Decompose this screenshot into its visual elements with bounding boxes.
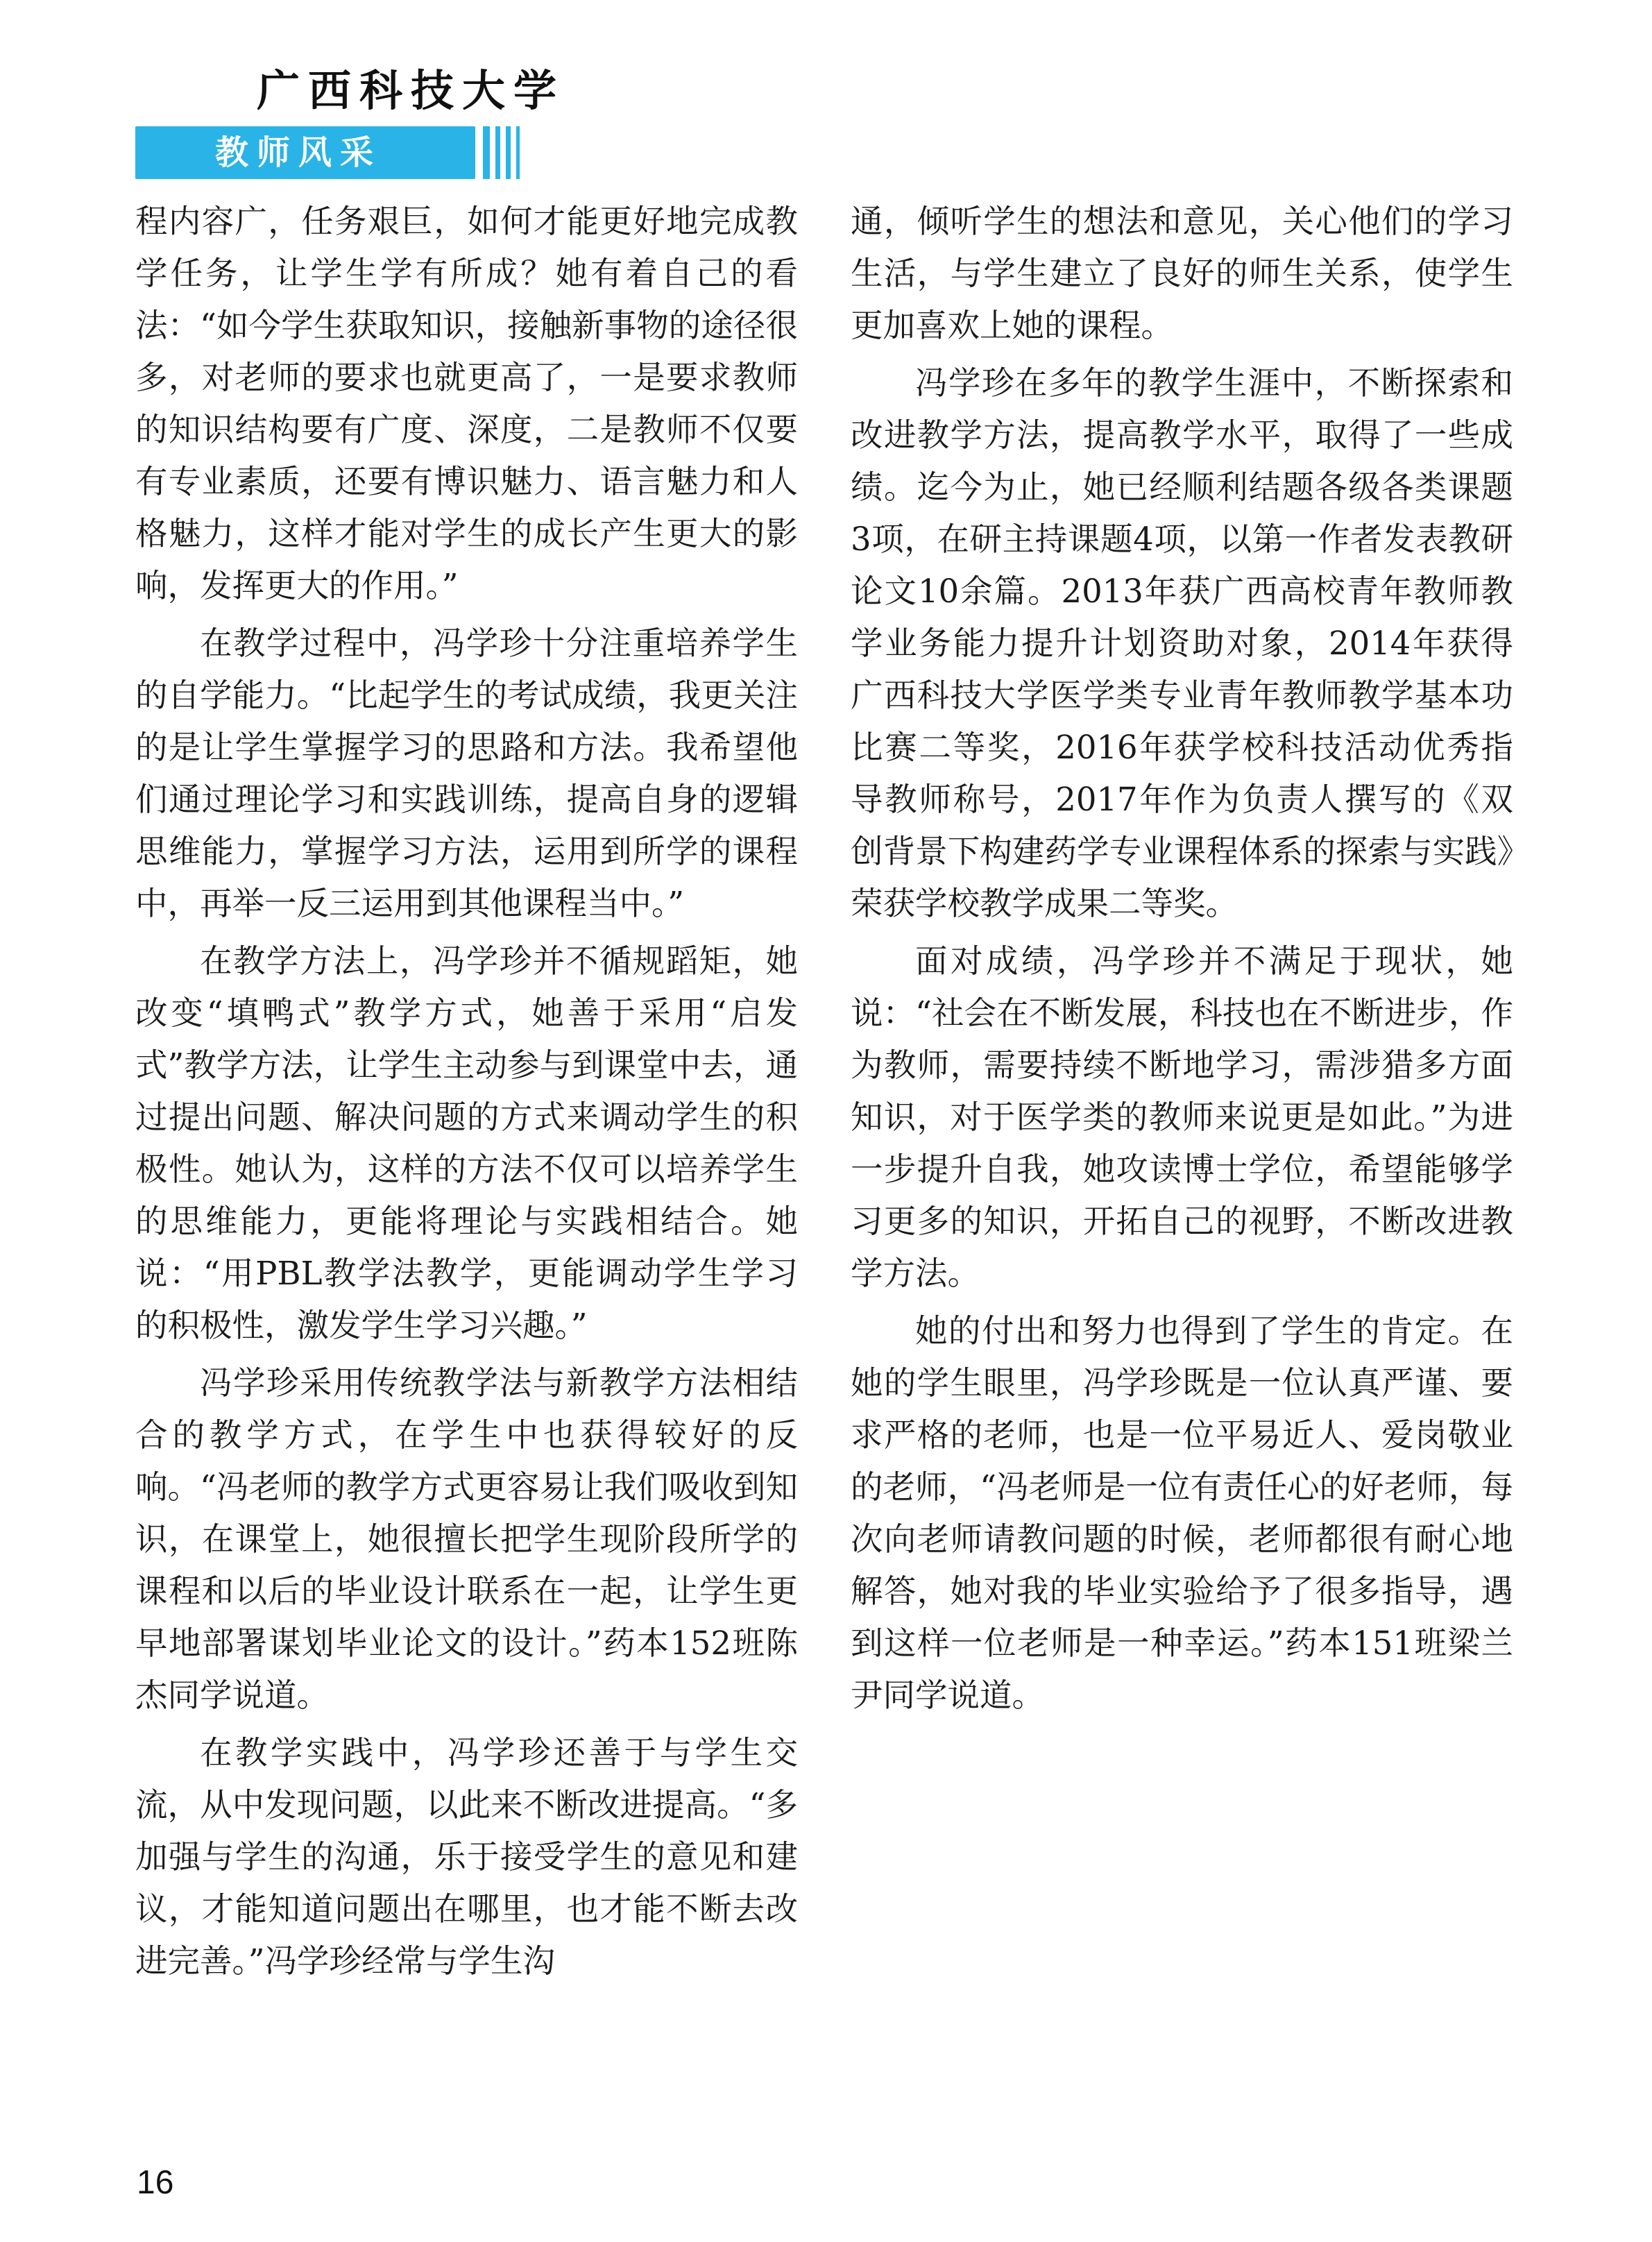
section-banner bbox=[135, 126, 475, 179]
paragraph: 通，倾听学生的想法和意见，关心他们的学习生活，与学生建立了良好的师生关系，使学生更加喜欢上她的课程。 bbox=[851, 203, 1513, 344]
school-name: 广西科技大学 bbox=[257, 65, 565, 116]
article-column-left bbox=[135, 196, 798, 1993]
paragraph: 在教学方法上，冯学珍并不循规蹈矩，她改变“填鸭式”教学方式，她善于采用“启发式”教学方法，让学生主动参与到课堂中去，通过提出问题、解决问题的方式来调动学生的积极性。她认为，这样的方法不仅可以培养学生的思维能力，更能将理论与实践相结合。她说：“用PBL教学法教学，更能调动学生学习的积极性，激发学生学习兴趣。” bbox=[135, 942, 798, 1344]
paragraph: 程内容广，任务艰巨，如何才能更好地完成教学任务，让学生学有所成？她有着自己的看法：“如今学生获取知识，接触新事物的途径很多，对老师的要求也就更高了，一是要求教师的知识结构要有广度、深度，二是教师不仅要有专业素质，还要有博识魅力、语言魅力和人格魅力，这样才能对学生的成长产生更大的影响，发挥更大的作用。” bbox=[135, 203, 798, 604]
paragraph: 冯学珍在多年的教学生涯中，不断探索和改进教学方法，提高教学水平，取得了一些成绩。迄今为止，她已经顺利结题各级各类课题3项，在研主持课题4项，以第一作者发表教研论文10余篇。2013年获广西高校青年教师教学业务能力提升计划资助对象，2014年获得广西科技大学医学类专业青年教师教学基本功比赛二等奖，2016年获学校科技活动优秀指导教师称号，2017年作为负责人撰写的《双创背景下构建药学专业课程体系的探索与实践》荣获学校教学成果二等奖。 bbox=[851, 364, 1513, 922]
paragraph: 在教学实践中，冯学珍还善于与学生交流，从中发现问题，以此来不断改进提高。“多加强与学生的沟通，乐于接受学生的意见和建议，才能知道问题出在哪里，也才能不断去改进完善。”冯学珍经常与学生沟 bbox=[135, 1734, 798, 1980]
article-column-right bbox=[851, 196, 1513, 1727]
section-label: 教师风采 bbox=[215, 133, 382, 172]
page-number: 16 bbox=[137, 2164, 174, 2201]
paragraph: 她的付出和努力也得到了学生的肯定。在她的学生眼里，冯学珍既是一位认真严谨、要求严格的老师，也是一位平易近人、爱岗敬业的老师，“冯老师是一位有责任心的好老师，每次向老师请教问题的时候，老师都很有耐心地解答，她对我的毕业实验给予了很多指导，遇到这样一位老师是一种幸运。”药本151班梁兰尹同学说道。 bbox=[851, 1312, 1513, 1714]
paragraph: 面对成绩，冯学珍并不满足于现状，她说：“社会在不断发展，科技也在不断进步，作为教师，需要持续不断地学习，需涉猎多方面知识，对于医学类的教师来说更是如此。”为进一步提升自我，她攻读博士学位，希望能够学习更多的知识，开拓自己的视野，不断改进教学方法。 bbox=[851, 942, 1513, 1292]
banner-stripes bbox=[483, 126, 520, 179]
paragraph: 冯学珍采用传统教学法与新教学方法相结合的教学方式，在学生中也获得较好的反响。“冯老师的教学方式更容易让我们吸收到知识，在课堂上，她很擅长把学生现阶段所学的课程和以后的毕业设计联系在一起，让学生更早地部署谋划毕业论文的设计。”药本152班陈杰同学说道。 bbox=[135, 1364, 798, 1714]
paragraph: 在教学过程中，冯学珍十分注重培养学生的自学能力。“比起学生的考试成绩，我更关注的是让学生掌握学习的思路和方法。我希望他们通过理论学习和实践训练，提高自身的逻辑思维能力，掌握学习方法，运用到所学的课程中，再举一反三运用到其他课程当中。” bbox=[135, 625, 798, 922]
